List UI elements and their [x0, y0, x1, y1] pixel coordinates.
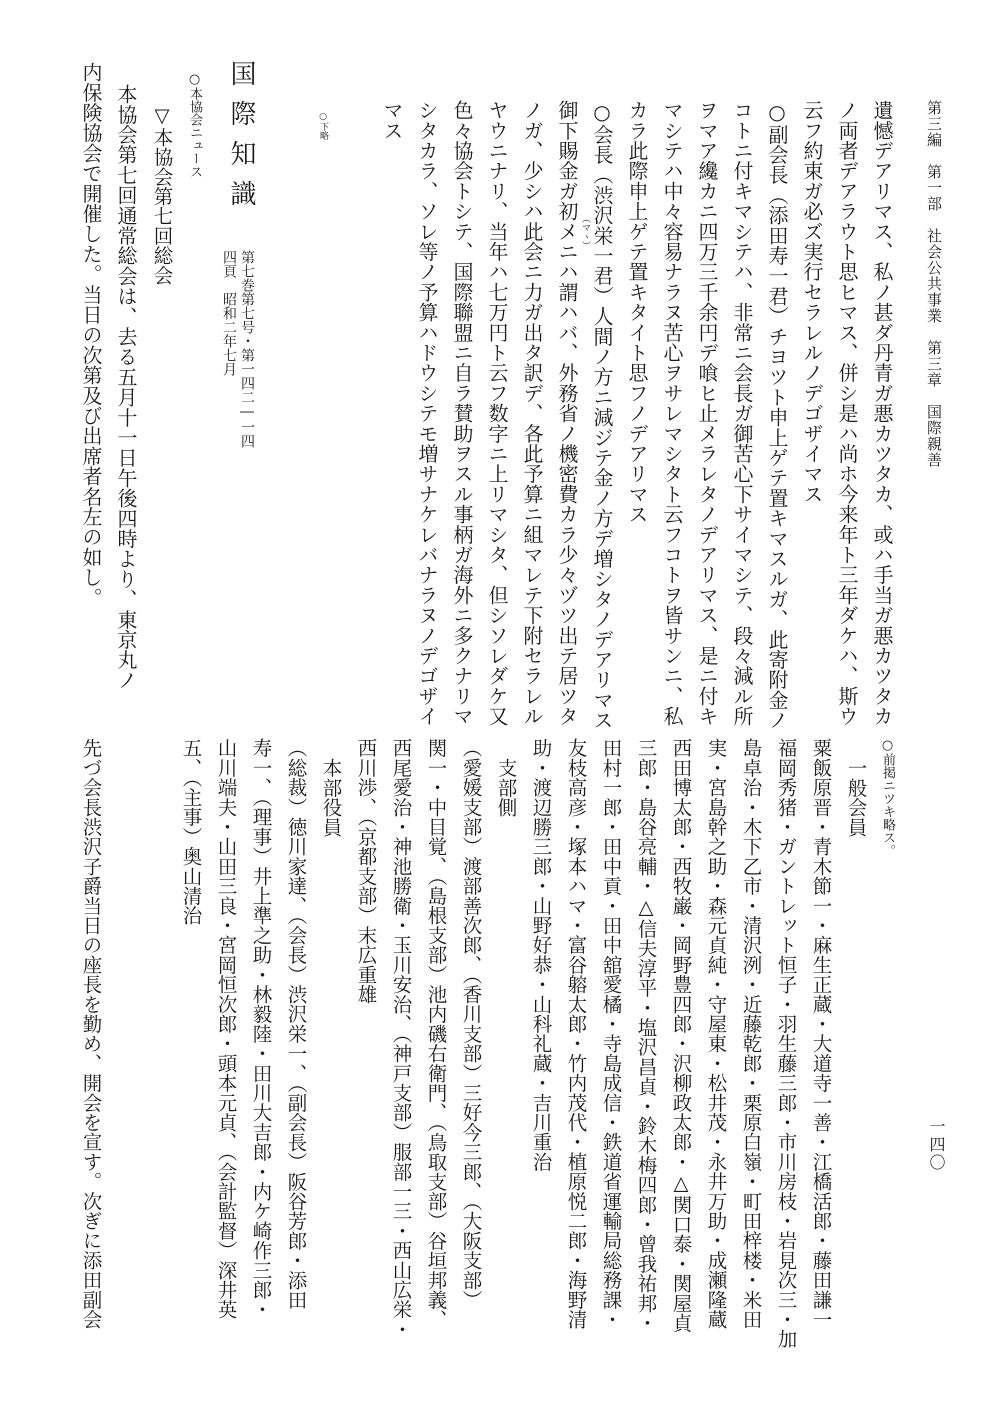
- text-line: カラ此際申上ゲテ置キタイト思フノデアリマス: [625, 100, 649, 525]
- text-line: ヲマア纔カニ四万三千余円デ喰ヒ止メラレタノデアリマス、是ニ付キ: [695, 100, 719, 727]
- running-header: 第三編 第一部 社会公共事業 第三章 国際親善: [925, 100, 943, 468]
- list-line: （総裁）徳川家達、（会長）渋沢栄一、（副会長）阪谷芳郎・添田: [284, 738, 308, 1310]
- journal-title: 国際知識: [226, 60, 256, 220]
- list-line: 関一・中目覚、（島根支部）池内磯右衛門、（鳥取支部）谷垣邦義、: [424, 738, 448, 1330]
- list-line: （愛媛支部）渡部善次郎、（香川支部）三好今三郎、（大阪支部）: [459, 738, 483, 1310]
- page-number: 一四〇: [927, 1118, 946, 1172]
- list-line: 福岡秀猪・ガントレット恒子・羽生藤三郎・市川房枝・岩見次三・加: [774, 738, 798, 1349]
- text-line: 先づ会長渋沢子爵当日の座長を勤め、開会を宣す。次ぎに添田副会: [79, 738, 103, 1329]
- list-line: 助・渡辺勝三郎・山野好恭・山科礼蔵・吉川重治: [529, 738, 553, 1172]
- text-line: ノガ、少シハ此会ニ力ガ出タ訳デ、各此予算ニ組マレテ下附セラレル: [520, 100, 544, 727]
- list-line: 五、（主事）奥山清治: [179, 738, 203, 926]
- list-line: 西田博太郎・西牧巌・岡野豊四郎・沢柳政太郎・△関口泰・関屋貞: [669, 738, 693, 1333]
- list-line: 西尾愛治・神池勝衛・玉川安治、（神戸支部）服部一三・西山広栄・: [389, 738, 413, 1339]
- list-line: 島卓治・木下乙市・清沢洌・近藤乾郎・栗原白嶺・町田梓楼・米田: [739, 738, 763, 1329]
- text-line: ノ両者デアラウト思ヒマス、併シ是ハ尚ホ今来年ト三年ダケハ、斯ウ: [835, 100, 859, 727]
- list-line: 寿一、（理事）井上準之助・林毅陸・田川大吉郎・内ケ崎作三郎・: [249, 738, 273, 1320]
- list-line: 実・宮島幹之助・森元貞純・守屋東・松井茂・永井万助・成瀬隆蔵: [704, 738, 728, 1329]
- section-title: ▽本協会第七回総会: [150, 104, 174, 285]
- text-line: マス: [380, 100, 404, 141]
- list-line: 山川端夫・山田三良・宮岡恒次郎・頭本元貞、（会計監督）深井英: [214, 738, 238, 1320]
- news-label: ○本協会ニュース: [187, 72, 202, 178]
- text-line: ○会長（渋沢栄一君）人間ノ方ニ減ジテ金ノ方デ増シタノデアリマス: [590, 100, 614, 731]
- text-line: コトニ付キマシテハ、非常ニ会長ガ御苦心下サイマシテ、段々減ル所: [730, 100, 754, 727]
- list-line: 三郎・島谷亮輔・△信夫淳平・塩沢昌貞・鈴木梅四郎・曾我祐邦・: [634, 738, 658, 1333]
- list-line: 友枝高彦・塚本ハマ・富谷𨉷太郎・竹内茂代・植原悦二郎・海野清: [564, 738, 588, 1329]
- subheading: 支部側: [494, 758, 518, 818]
- text-line: 御下賜金ガ初メニハ謂ハバ、外務省ノ機密費カラ少々ヅツ出テ居ツタ: [555, 100, 579, 727]
- text-line: 色々協会トシテ、国際聯盟ニ自ラ賛助ヲスル事柄ガ海外ニ多クナリマ: [450, 100, 474, 727]
- text-line: 遺憾デアリマス、私ノ甚ダ丹青ガ悪カツタカ、或ハ手当ガ悪カツタカ: [870, 100, 894, 727]
- list-line: 粟飯原晋・青木節一・麻生正蔵・大道寺一善・江橋活郎・藤田謙一: [809, 738, 833, 1329]
- list-line: 西川渉、（京都支部）末広重雄: [354, 738, 378, 1005]
- text-line: 云フ約束ガ必ズ実行セラレルノデゴザイマス: [800, 100, 824, 504]
- text-line: ○副会長（添田寿一君）チヨツト申上ゲテ置キマスルガ、此寄附金ノ: [765, 100, 789, 731]
- issue-info: 第七巻第七号・第一四二―一四四頁 昭和二年七月: [221, 250, 255, 448]
- list-line: 田村一郎・田中貢・田中舘愛橘・寺島成信・鉄道省運輸局総務課・: [599, 738, 623, 1329]
- omit-note-lower: ○前掲ニツキ略ス。: [880, 738, 895, 857]
- text-line: ヤウニナリ、当年ハ七万円ト云フ数字ニ上リマシタ、但シソレダケ又: [485, 100, 509, 727]
- intro-line: 本協会第七回通常総会は、去る五月十一日午後四時より、東京丸ノ: [114, 84, 138, 690]
- omit-note: ○下略: [318, 112, 328, 140]
- subheading: 一般会員: [844, 758, 868, 837]
- text-line: シタカラ、ソレ等ノ予算ハドウシテモ増サナケレバナラヌノデゴザイ: [415, 100, 439, 727]
- mase-note: （マヽ）: [580, 214, 590, 250]
- intro-line: 内保険協会で開催した。当日の次第及び出席者名左の如し。: [79, 62, 103, 608]
- text-line: マシテハ中々容易ナラヌ苦心ヲサレマシタト云フコトヲ皆サンニ、私: [660, 100, 684, 727]
- subheading: 本部役員: [319, 758, 343, 837]
